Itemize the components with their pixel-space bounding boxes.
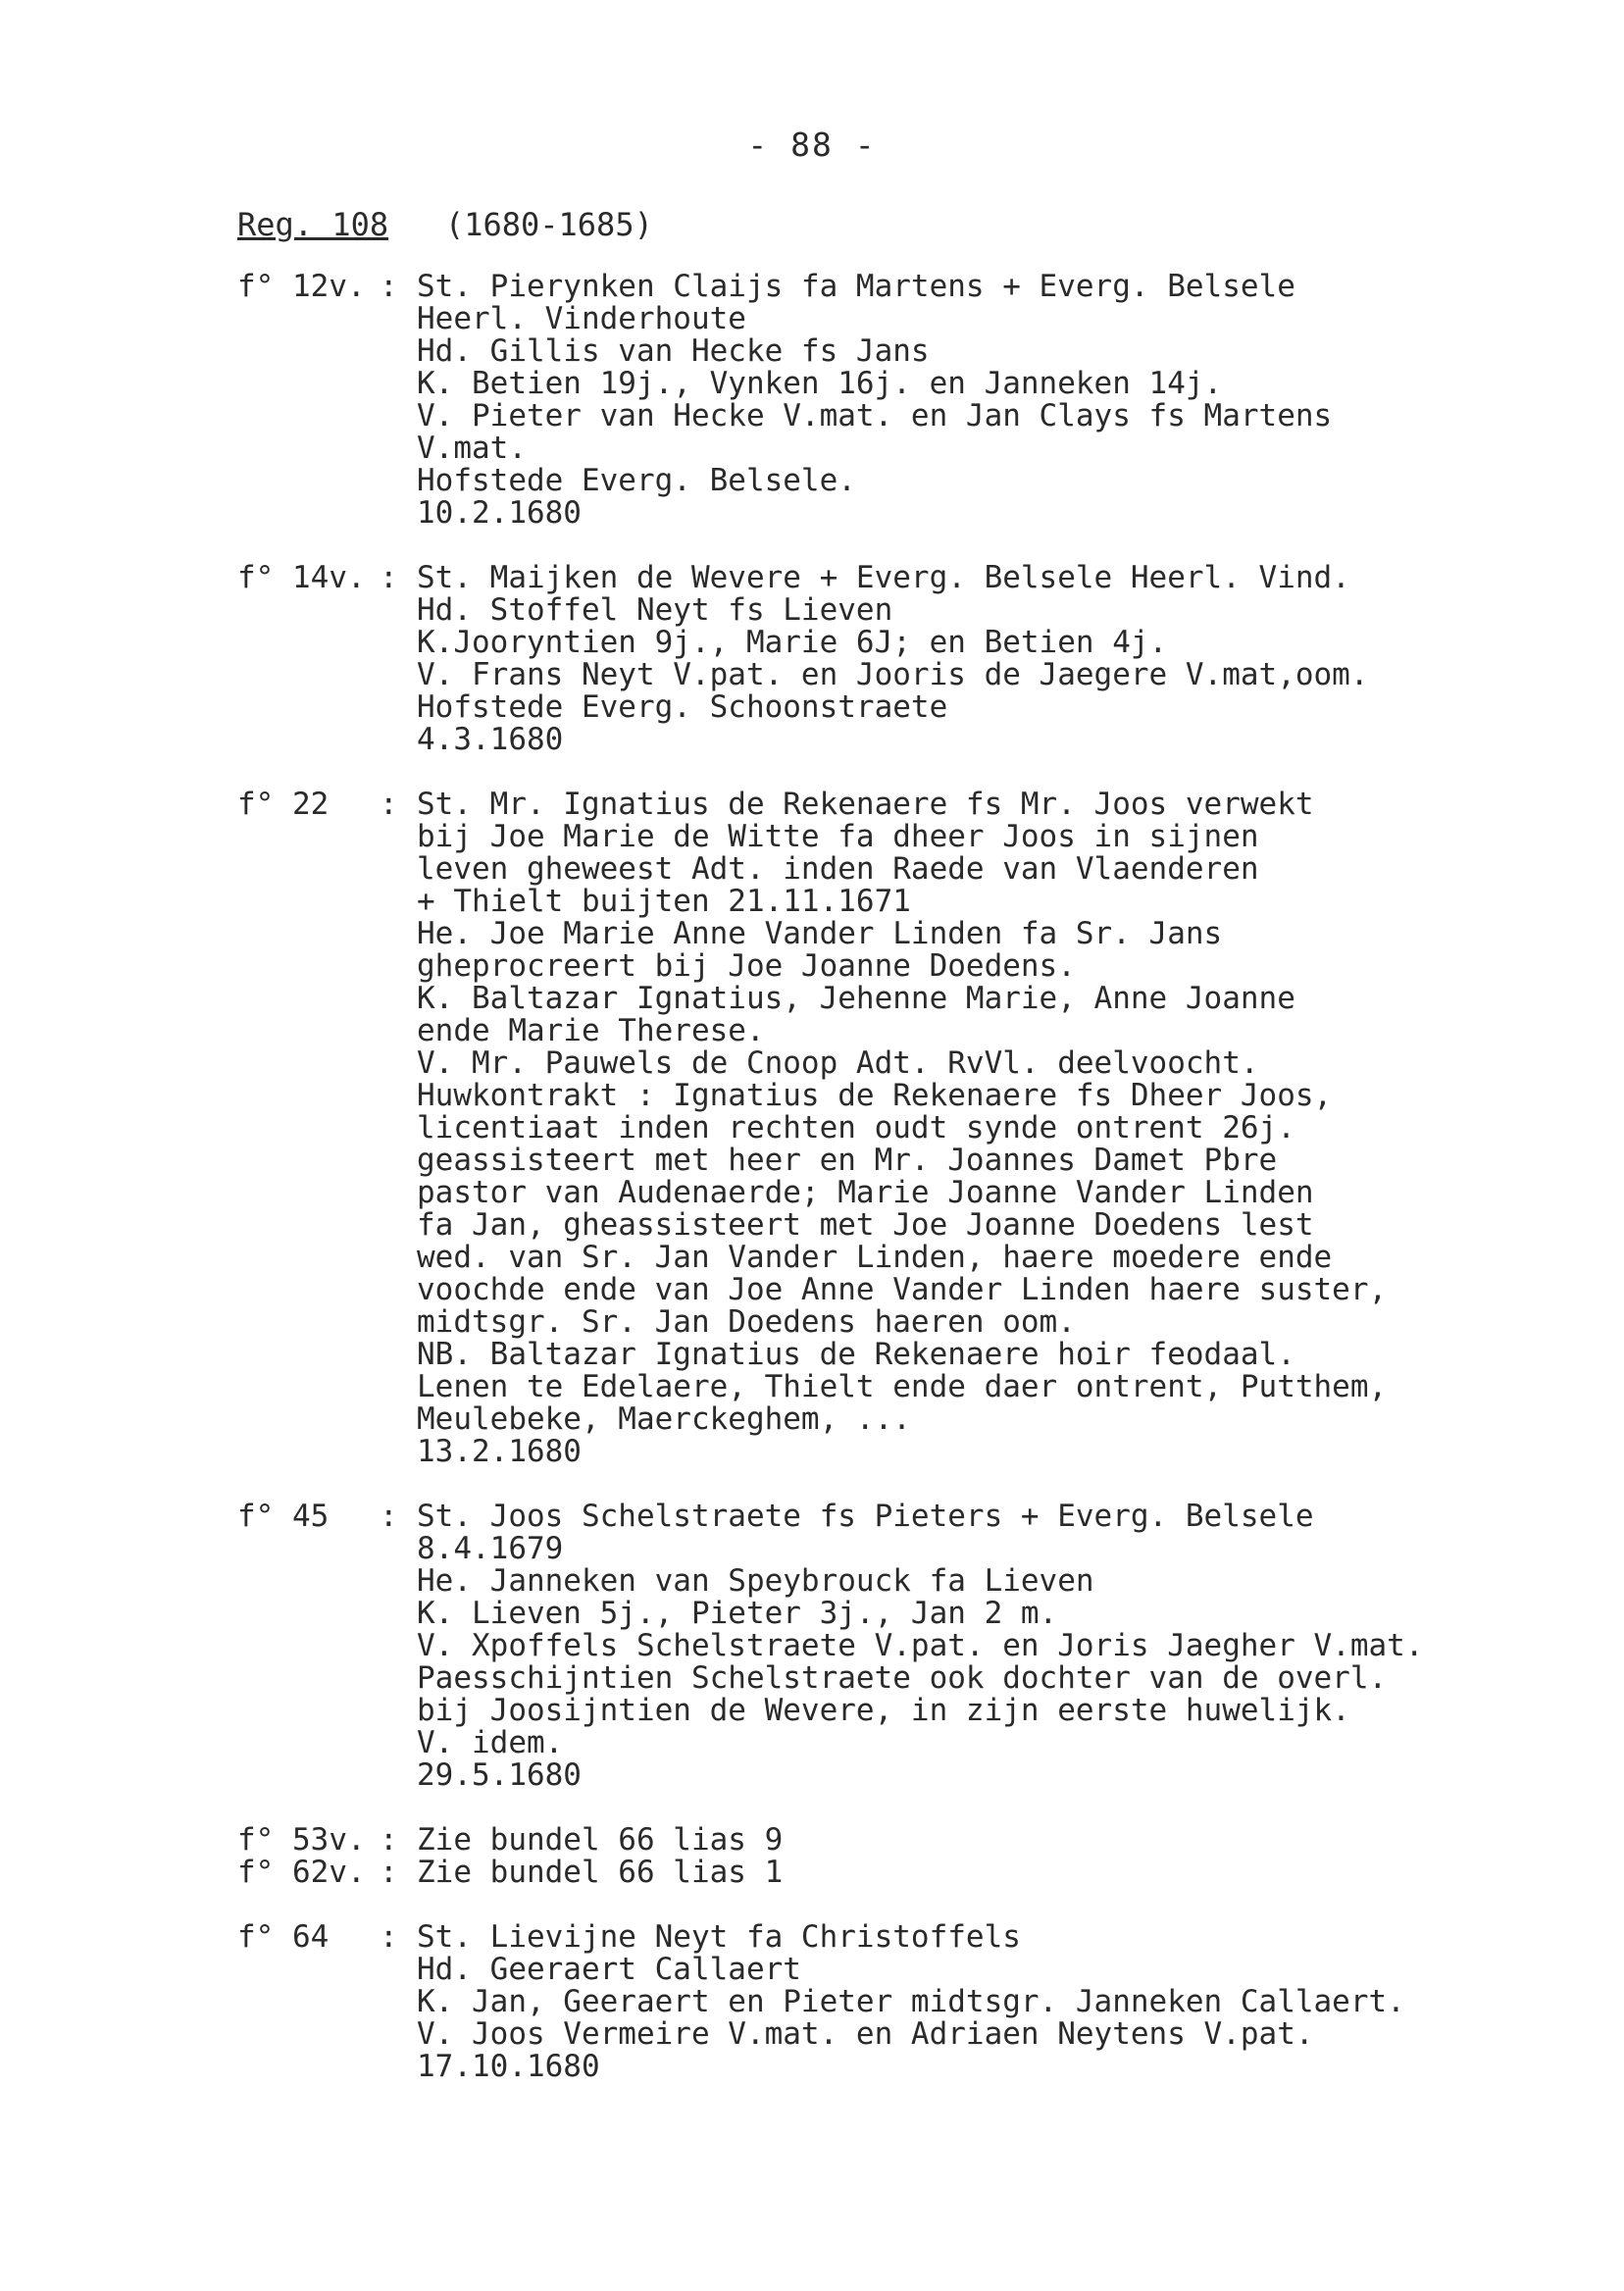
entry-line: voochde ende van Joe Anne Vander Linden haere suster, — [417, 1272, 1388, 1307]
folio-separator: : — [380, 1499, 398, 1534]
entry-line: St. Pierynken Claijs fa Martens + Everg. Belsele — [417, 269, 1295, 304]
entry-line: geassisteert met heer en Mr. Joannes Damet Pbre — [417, 1143, 1278, 1178]
entry-text — [417, 271, 1600, 530]
entry-line: Hd. Gillis van Hecke fs Jans — [417, 333, 930, 369]
entry-line: 4.3.1680 — [417, 722, 564, 757]
register-entry — [237, 562, 1600, 756]
entry-line: NB. Baltazar Ignatius de Rekenaere hoir feodaal. — [417, 1337, 1295, 1372]
register-entry — [237, 789, 1600, 1468]
folio-reference: f° 64 — [237, 1919, 330, 1955]
entry-line: 10.2.1680 — [417, 495, 582, 531]
entry-line: licentiaat inden rechten oudt synde ontrent 26j. — [417, 1110, 1295, 1146]
register-period: (1680-1685) — [444, 206, 653, 243]
folio-reference: f° 12v. — [237, 269, 366, 304]
entry-line: gheprocreert bij Joe Joanne Doedens. — [417, 948, 1076, 984]
entry-line: Zie bundel 66 lias 1 — [417, 1855, 784, 1890]
folio-separator: : — [380, 1855, 398, 1890]
entry-line: V. idem. — [417, 1725, 564, 1760]
entry-line: Hofstede Everg. Belsele. — [417, 463, 856, 498]
page-number: - 88 - — [747, 126, 877, 164]
entry-text — [417, 789, 1600, 1468]
entry-line: 13.2.1680 — [417, 1434, 582, 1469]
entry-line: Paesschijntien Schelstraete ook dochter van de overl. — [417, 1660, 1388, 1696]
entry-line: 29.5.1680 — [417, 1757, 582, 1793]
entry-text — [417, 562, 1600, 756]
entry-line: + Thielt buijten 21.11.1671 — [417, 884, 911, 919]
register-entry — [237, 271, 1600, 530]
entry-line: V. Mr. Pauwels de Cnoop Adt. RvVl. deelvoocht. — [417, 1045, 1259, 1081]
entry-line: V.mat. — [417, 431, 527, 466]
folio-separator: : — [380, 1822, 398, 1858]
entry-line: K. Betien 19j., Vynken 16j. en Janneken 14j. — [417, 366, 1223, 401]
folio-separator: : — [380, 1919, 398, 1955]
register-header — [237, 206, 653, 243]
entry-line: 8.4.1679 — [417, 1531, 564, 1566]
entry-line: K. Baltazar Ignatius, Jehenne Marie, Anne Joanne — [417, 981, 1295, 1016]
entry-line: V. Pieter van Hecke V.mat. en Jan Clays fs Martens — [417, 398, 1333, 433]
entry-line: fa Jan, gheassisteert met Joe Joanne Doedens lest — [417, 1207, 1314, 1243]
entry-line: Lenen te Edelaere, Thielt ende daer ontrent, Putthem, — [417, 1369, 1388, 1404]
folio-reference: f° 53v. — [237, 1822, 366, 1858]
entry-line: ende Marie Therese. — [417, 1013, 765, 1048]
entry-line: K. Jan, Geeraert en Pieter midtsgr. Janneken Callaert. — [417, 1984, 1405, 2019]
entry-line: midtsgr. Sr. Jan Doedens haeren oom. — [417, 1304, 1076, 1340]
entry-line: St. Joos Schelstraete fs Pieters + Everg. Belsele — [417, 1499, 1314, 1534]
entry-line: V. Joos Vermeire V.mat. en Adriaen Neytens V.pat. — [417, 2016, 1314, 2052]
entry-line: bij Joe Marie de Witte fa dheer Joos in sijnen — [417, 819, 1259, 854]
entry-line: Zie bundel 66 lias 9 — [417, 1822, 784, 1858]
entries-list — [237, 271, 1600, 2115]
entry-line: Hd. Stoffel Neyt fs Lieven — [417, 592, 893, 628]
entry-line: pastor van Audenaerde; Marie Joanne Vander Linden — [417, 1175, 1314, 1210]
entry-line: Meulebeke, Maerckeghem, ... — [417, 1401, 911, 1437]
entry-line: bij Joosijntien de Wevere, in zijn eerste huwelijk. — [417, 1693, 1350, 1728]
folio-separator: : — [380, 787, 398, 822]
entry-line: He. Janneken van Speybrouck fa Lieven — [417, 1563, 1094, 1599]
folio-reference: f° 22 — [237, 787, 330, 822]
folio-separator: : — [380, 560, 398, 595]
entry-line: K. Lieven 5j., Pieter 3j., Jan 2 m. — [417, 1596, 1058, 1631]
entry-line: St. Lievijne Neyt fa Christoffels — [417, 1919, 1021, 1955]
entry-line: Huwkontrakt : Ignatius de Rekenaere fs Dheer Joos, — [417, 1078, 1333, 1113]
folio-reference: f° 45 — [237, 1499, 330, 1534]
register-entry — [237, 1824, 1600, 1857]
entry-line: wed. van Sr. Jan Vander Linden, haere moedere ende — [417, 1240, 1333, 1275]
folio-reference: f° 14v. — [237, 560, 366, 595]
entry-line: V. Xpoffels Schelstraete V.pat. en Joris Jaegher V.mat. — [417, 1628, 1424, 1663]
entry-line: leven gheweest Adt. inden Raede van Vlaenderen — [417, 851, 1259, 887]
entry-line: St. Maijken de Wevere + Everg. Belsele Heerl. Vind. — [417, 560, 1350, 595]
entry-text — [417, 1501, 1600, 1792]
entry-line: St. Mr. Ignatius de Rekenaere fs Mr. Joos verwekt — [417, 787, 1314, 822]
entry-text — [417, 1857, 1600, 1889]
entry-line: Heerl. Vinderhoute — [417, 301, 746, 336]
entry-text — [417, 1921, 1600, 2083]
folio-reference: f° 62v. — [237, 1855, 366, 1890]
entry-line: V. Frans Neyt V.pat. en Jooris de Jaegere V.mat,oom. — [417, 657, 1369, 692]
register-entry — [237, 1501, 1600, 1792]
register-entry — [237, 1857, 1600, 1889]
entry-line: K.Jooryntien 9j., Marie 6J; en Betien 4j. — [417, 625, 1168, 660]
register-label: Reg. 108 — [237, 206, 389, 243]
entry-text — [417, 1824, 1600, 1857]
entry-line: 17.10.1680 — [417, 2049, 600, 2084]
folio-separator: : — [380, 269, 398, 304]
entry-line: He. Joe Marie Anne Vander Linden fa Sr. Jans — [417, 916, 1223, 951]
entry-line: Hofstede Everg. Schoonstraete — [417, 689, 948, 725]
entry-line: Hd. Geeraert Callaert — [417, 1952, 801, 1987]
register-entry — [237, 1921, 1600, 2083]
